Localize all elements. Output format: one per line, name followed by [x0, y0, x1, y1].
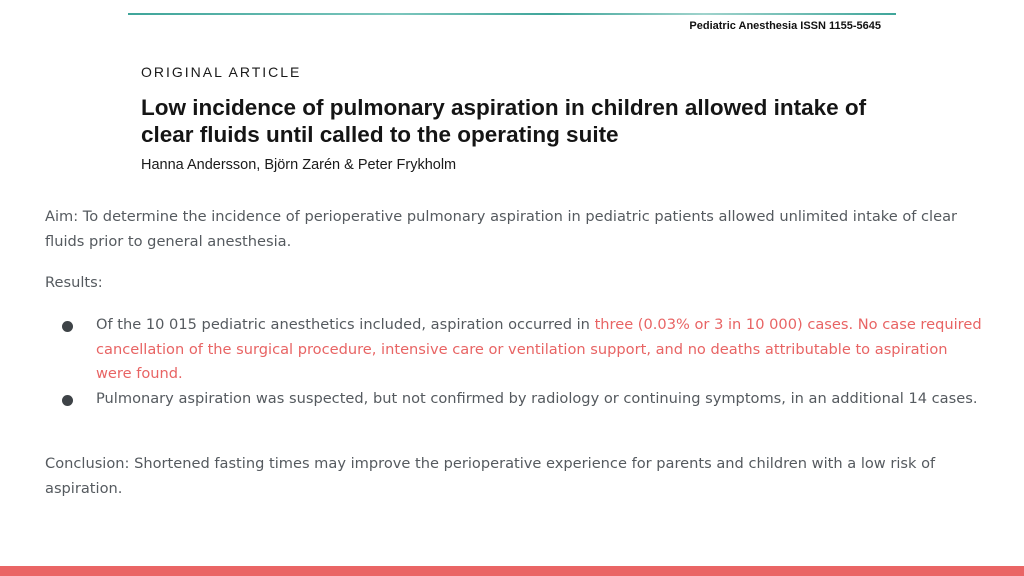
results-heading: Results: [45, 274, 103, 291]
results-list-item [45, 313, 985, 387]
results-list-item [45, 387, 985, 412]
results-list [45, 313, 985, 411]
result-text: Pulmonary aspiration was suspected, but not confirmed by radiology or continuing symptoms, in an additional 14 cases. [96, 389, 978, 407]
footer-accent-bar [0, 566, 1024, 576]
article-title: Low incidence of pulmonary aspiration in children allowed intake of clear fluids until called to the operating suite [141, 95, 867, 147]
result-highlight-text: three (0.03% or 3 in 10 000) cases. No case required cancellation of the surgical procedure, intensive care or ventilation support, and no deaths attributable to aspiration were found. [96, 316, 982, 382]
bullet-icon [62, 395, 73, 406]
bullet-icon [62, 321, 73, 332]
header-rule [128, 13, 896, 15]
article-authors: Hanna Andersson, Björn Zarén & Peter Frykholm [141, 157, 457, 173]
aim-paragraph: Aim: To determine the incidence of perioperative pulmonary aspiration in pediatric patients allowed unlimited intake of clear fluids prior to general anesthesia. [45, 208, 958, 250]
result-text: Of the 10 015 pediatric anesthetics included, aspiration occurred in [96, 316, 595, 333]
conclusion-paragraph: Conclusion: Shortened fasting times may improve the perioperative experience for parents and children with a low risk of aspiration. [45, 455, 936, 497]
article-type-label: ORIGINAL ARTICLE [141, 64, 302, 80]
journal-name: Pediatric Anesthesia ISSN 1155-5645 [689, 20, 881, 32]
